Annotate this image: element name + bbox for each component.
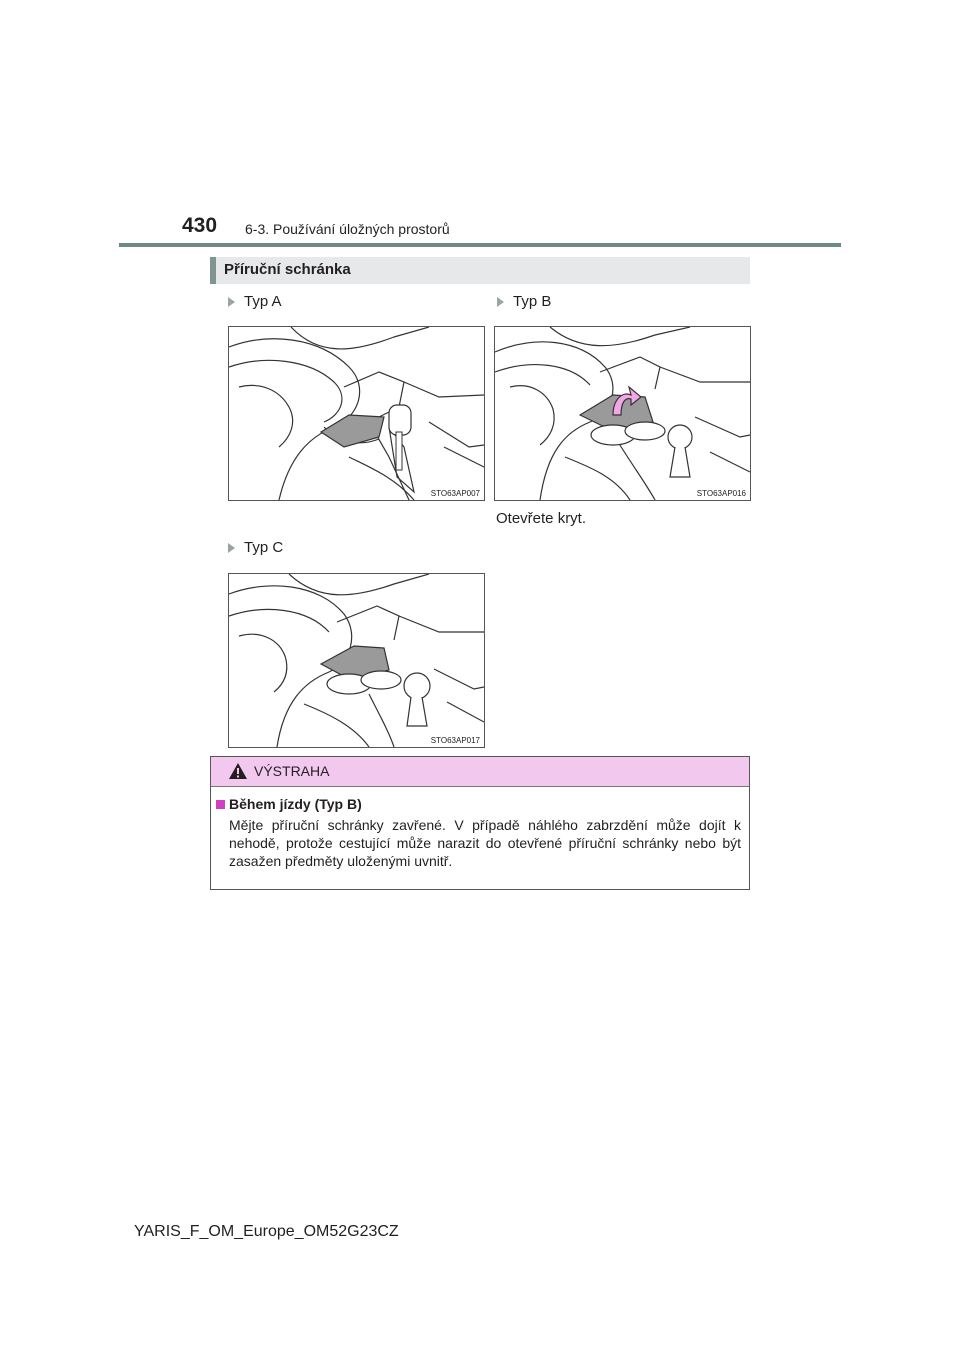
warning-subtitle-text: Během jízdy (Typ B) — [229, 796, 362, 812]
figure-code-b: STO63AP016 — [696, 489, 746, 498]
glovebox-type-b-illustration — [495, 327, 750, 500]
figure-type-c — [228, 573, 485, 748]
warning-subtitle — [216, 796, 362, 812]
type-b-label-text: Typ B — [513, 293, 552, 310]
figure-code-c: STO63AP017 — [430, 736, 480, 745]
warning-text: Mějte příruční schránky zavřené. V případě náhlého zabrzdění může dojít k nehodě, protože cestující může narazit do otevřené příruční schránky nebo být zasažen předměty uloženými uvnitř. — [229, 817, 741, 869]
section-heading — [210, 257, 750, 284]
type-c-label-text: Typ C — [244, 539, 284, 556]
figure-type-b — [494, 326, 751, 501]
section-title: Příruční schránka — [224, 261, 351, 278]
glovebox-type-c-illustration — [229, 574, 484, 747]
page-number: 430 — [182, 214, 218, 237]
warning-triangle-icon — [228, 762, 248, 780]
warning-header — [211, 757, 749, 787]
header-rule — [119, 243, 841, 247]
type-b-label — [497, 293, 551, 310]
figure-type-a — [228, 326, 485, 501]
section-heading-bar — [210, 257, 216, 284]
square-bullet-icon — [216, 800, 225, 809]
type-a-label-text: Typ A — [244, 293, 282, 310]
type-a-label — [228, 293, 282, 310]
document-code: YARIS_F_OM_Europe_OM52G23CZ — [134, 1223, 399, 1240]
triangle-bullet-icon — [497, 297, 504, 307]
type-b-caption: Otevřete kryt. — [496, 510, 587, 527]
triangle-bullet-icon — [228, 297, 235, 307]
warning-title: VÝSTRAHA — [254, 763, 330, 779]
triangle-bullet-icon — [228, 543, 235, 553]
type-c-label — [228, 539, 283, 556]
warning-box — [210, 756, 750, 890]
glovebox-type-a-illustration — [229, 327, 484, 500]
figure-code-a: STO63AP007 — [430, 489, 480, 498]
chapter-title: 6-3. Používání úložných prostorů — [245, 221, 450, 237]
